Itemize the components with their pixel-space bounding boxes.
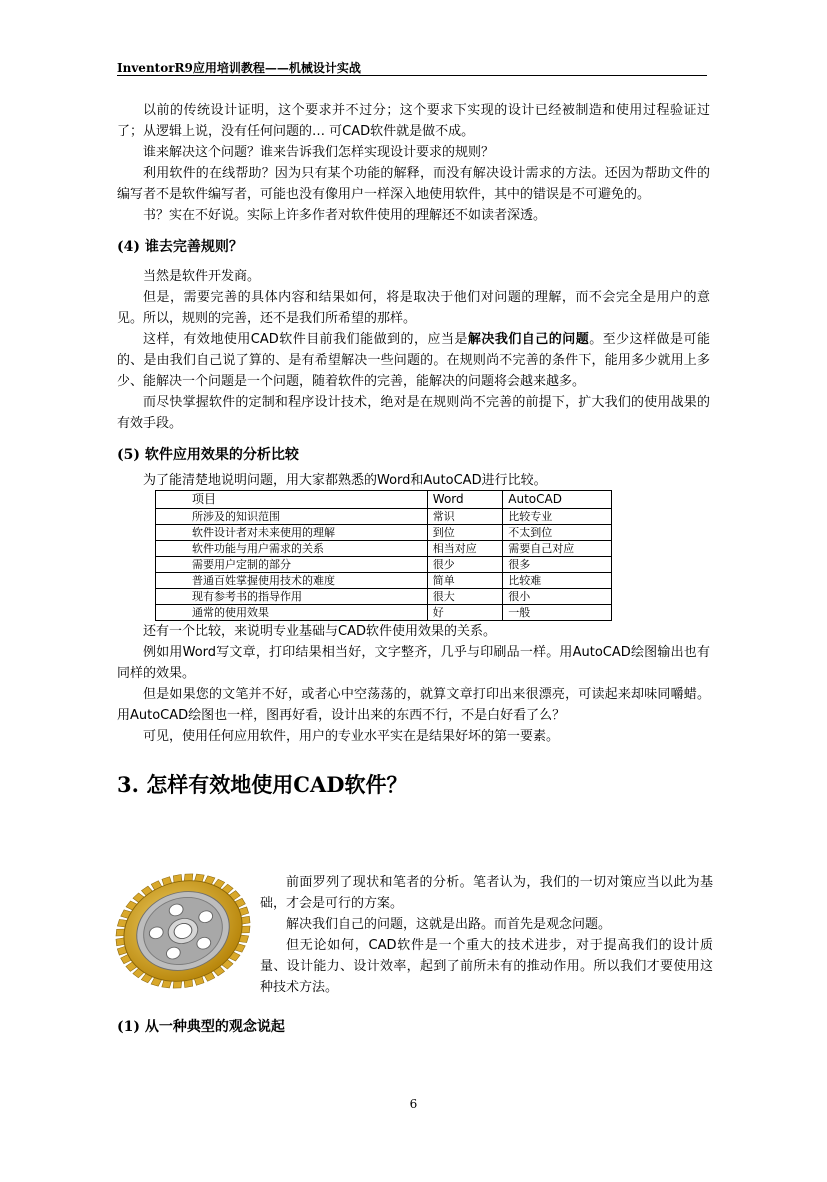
- table-cell: 到位: [427, 525, 502, 541]
- p3-pre: 这样，有效地使用CAD软件目前我们能做到的，应当是: [143, 332, 468, 347]
- table-row: [156, 525, 612, 541]
- intro-paragraph-3: 利用软件的在线帮助？因为只有某个功能的解释，而没有解决设计需求的方法。还因为帮助文件的编写者不是软件编写者，可能也没有像用户一样深入地使用软件，其中的错误是不可避免的。: [117, 166, 710, 202]
- table-cell: 常识: [427, 509, 502, 525]
- section-3-heading: 3. 怎样有效地使用CAD软件？: [117, 772, 408, 797]
- section-5-paragraph-3: 但是如果您的文笔并不好，或者心中空荡荡的，就算文章打印出来很漂亮，可读起来却味同嚼蜡。用AutoCAD绘图也一样，图再好看，设计出来的东西不行，不是白好看了么？: [117, 687, 710, 723]
- table-cell: 好: [427, 605, 502, 621]
- table-cell: 软件功能与用户需求的关系: [156, 541, 428, 557]
- p3-post: 。至少这样做是可能的、是由我们自己说了算的、是有希望解决一些问题的。在规则尚不完善的条件下，能用多少就用上多少、能解决一个问题是一个问题，随着软件的完善，能解决的问题将会越来越多。: [117, 332, 710, 389]
- section-4-paragraph-4: 而尽快掌握软件的定制和程序设计技术，绝对是在规则尚不完善的前提下，扩大我们的使用战果的有效手段。: [117, 395, 710, 431]
- section-3-subheading: (1) 从一种典型的观念说起: [117, 1019, 285, 1035]
- section-4-heading: (4) 谁去完善规则？: [117, 239, 243, 255]
- header-rule: [117, 75, 707, 76]
- section-5-heading: (5) 软件应用效果的分析比较: [117, 447, 299, 463]
- table-row: [156, 589, 612, 605]
- section-4-paragraph-1: 当然是软件开发商。: [143, 269, 261, 284]
- section-5-intro: 为了能清楚地说明问题，用大家都熟悉的Word和AutoCAD进行比较。: [143, 473, 547, 488]
- section-5-paragraph-4: 可见，使用任何应用软件，用户的专业水平实在是结果好坏的第一要素。: [143, 729, 560, 744]
- table-row: [156, 509, 612, 525]
- table-cell: 比较专业: [503, 509, 612, 525]
- table-cell: 简单: [427, 573, 502, 589]
- table-cell: 很大: [427, 589, 502, 605]
- intro-paragraph-2: 谁来解决这个问题？谁来告诉我们怎样实现设计要求的规则？: [143, 145, 495, 160]
- section-5-paragraph-2: 例如用Word写文章，打印结果相当好，文字整齐，几乎与印刷品一样。用AutoCAD绘图输出也有同样的效果。: [117, 645, 710, 681]
- section-5-paragraph-1: 还有一个比较，来说明专业基础与CAD软件使用效果的关系。: [143, 624, 496, 639]
- table-header-row: [156, 491, 612, 509]
- table-cell: 一般: [503, 605, 612, 621]
- table-row: [156, 573, 612, 589]
- section-3-paragraph-2: 解决我们自己的问题，这就是出路。而首先是观念问题。: [286, 917, 612, 932]
- table-row: [156, 605, 612, 621]
- table-cell: 需要自己对应: [503, 541, 612, 557]
- table-cell: 现有参考书的指导作用: [156, 589, 428, 605]
- table-header-cell: 项目: [156, 491, 428, 509]
- section-3-paragraph-3: 但无论如何，CAD软件是一个重大的技术进步，对于提高我们的设计质量、设计能力、设计效率，起到了前所未有的推动作用。所以我们才要使用这种技术方法。: [260, 938, 713, 995]
- gear-side-text: [260, 872, 713, 998]
- intro-paragraph-1: 以前的传统设计证明，这个要求并不过分；这个要求下实现的设计已经被制造和使用过程验证过了；从逻辑上说，没有任何问题的… 可CAD软件就是做不成。: [117, 103, 710, 139]
- header-title: InventorR9应用培训教程——机械设计实战: [117, 61, 361, 75]
- table-cell: 很多: [503, 557, 612, 573]
- table-cell: 软件设计者对未来使用的理解: [156, 525, 428, 541]
- table-cell: 很少: [427, 557, 502, 573]
- table-header-cell: Word: [427, 491, 502, 509]
- page-number: 6: [409, 1097, 418, 1111]
- table-cell: 普通百姓掌握使用技术的难度: [156, 573, 428, 589]
- section-3-paragraph-1: 前面罗列了现状和笔者的分析。笔者认为，我们的一切对策应当以此为基础，才会是可行的方案。: [260, 875, 713, 911]
- gear-image: [112, 860, 254, 1002]
- table-cell: 不太到位: [503, 525, 612, 541]
- p3-emphasis: 解决我们自己的问题: [467, 332, 590, 347]
- table-row: [156, 557, 612, 573]
- table-cell: 比较难: [503, 573, 612, 589]
- table-cell: 需要用户定制的部分: [156, 557, 428, 573]
- table-cell: 很小: [503, 589, 612, 605]
- table-row: [156, 541, 612, 557]
- table-cell: 通常的使用效果: [156, 605, 428, 621]
- intro-paragraph-4: 书？实在不好说。实际上许多作者对软件使用的理解还不如读者深透。: [143, 208, 547, 223]
- section-4-paragraph-3: [117, 329, 710, 392]
- table-header-cell: AutoCAD: [503, 491, 612, 509]
- page-content: [117, 100, 710, 800]
- comparison-table: [155, 490, 612, 621]
- section-4-paragraph-2: 但是，需要完善的具体内容和结果如何，将是取决于他们对问题的理解，而不会完全是用户的意见。所以，规则的完善，还不是我们所希望的那样。: [117, 290, 710, 326]
- table-cell: 所涉及的知识范围: [156, 509, 428, 525]
- table-cell: 相当对应: [427, 541, 502, 557]
